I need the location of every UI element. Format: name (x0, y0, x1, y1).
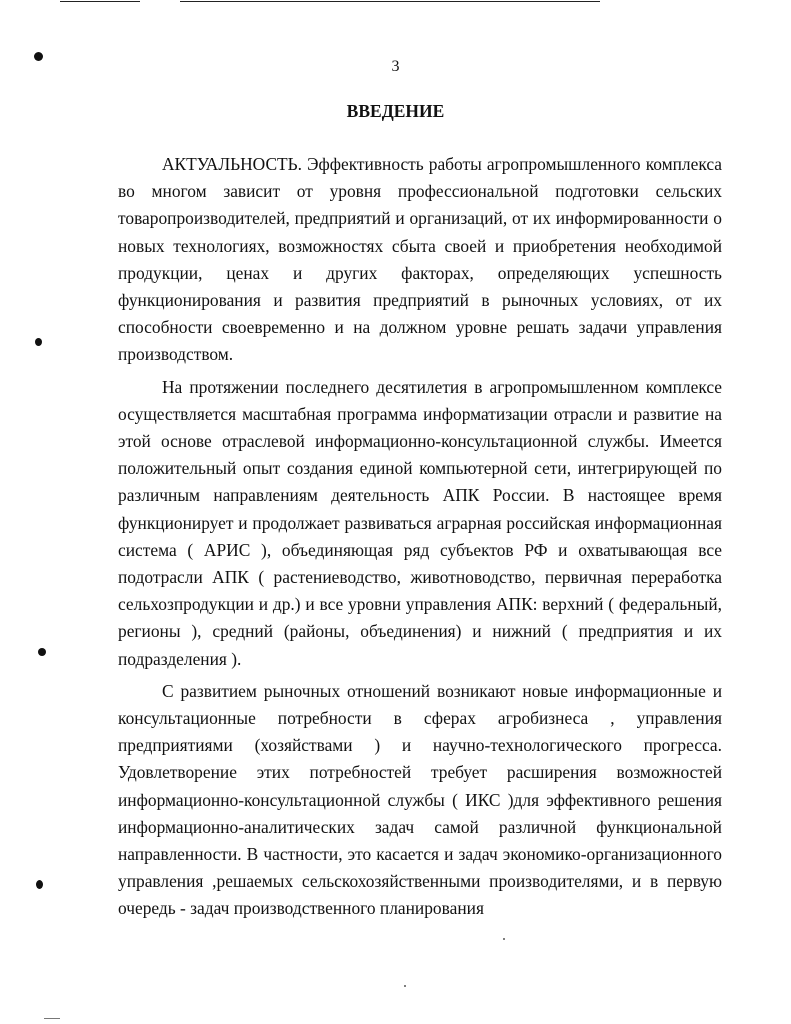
binding-hole-mark (38, 648, 46, 656)
scan-edge-line (60, 1, 140, 2)
binding-hole-mark (36, 880, 43, 889)
paragraph-market-needs: С развитием рыночных отношений возникают новые информационные и консультационные потребности в сферах агробизнеса , управления предприятиями (хозяйствами ) и научно-технологического прогресса. Удовлетворение этих потребностей требует расширения возможностей информационно-консультационной службы ( ИКС )для эффективного решения информационно-аналитических задач самой различной функциональной направленности. В частности, это касается и задач экономико-организационного управления ,решаемых сельскохозяйственными производителями, и в первую очередь - задач производственного планирования (118, 680, 722, 919)
page-title: ВВЕДЕНИЕ (346, 101, 445, 121)
page-number: 3 (391, 58, 400, 75)
body-text (118, 151, 722, 923)
scan-speck (503, 938, 505, 940)
scan-speck (404, 985, 406, 987)
paragraph-relevance: АКТУАЛЬНОСТЬ. Эффективность работы агропромышленного комплекса во многом зависит от уровня профессиональной подготовки сельских товаропроизводителей, предприятий и организаций, от их информированности о новых технологиях, возможностях сбыта своей и приобретения необходимой продукции, ценах и других факторах, определяющих успешность функционирования и развития предприятий в рыночных условиях, от их способности своевременно и на должном уровне решать задачи управления производством. (118, 154, 722, 365)
binding-hole-mark (35, 338, 42, 346)
scan-edge-line (44, 1018, 60, 1019)
paragraph-informatization: На протяжении последнего десятилетия в агропромышленном комплексе осуществляется масштабная программа информатизации отрасли и развитие на этой основе отраслевой информационно-консультационной службы. Имеется положительный опыт создания единой компьютерной сети, интегрирующей по различным направлениям деятельность АПК России. В настоящее время функционирует и продолжает развиваться аграрная российская информационная система ( АРИС ), объединяющая ряд субъектов РФ и охватывающая все подотрасли АПК ( растениеводство, животноводство, первичная переработка сельхозпродукции и др.) и все уровни управления АПК: верхний ( федеральный, регионы ), средний (районы, объединения) и нижний ( предприятия и их подразделения ). (118, 376, 722, 669)
scan-edge-line (180, 1, 600, 2)
